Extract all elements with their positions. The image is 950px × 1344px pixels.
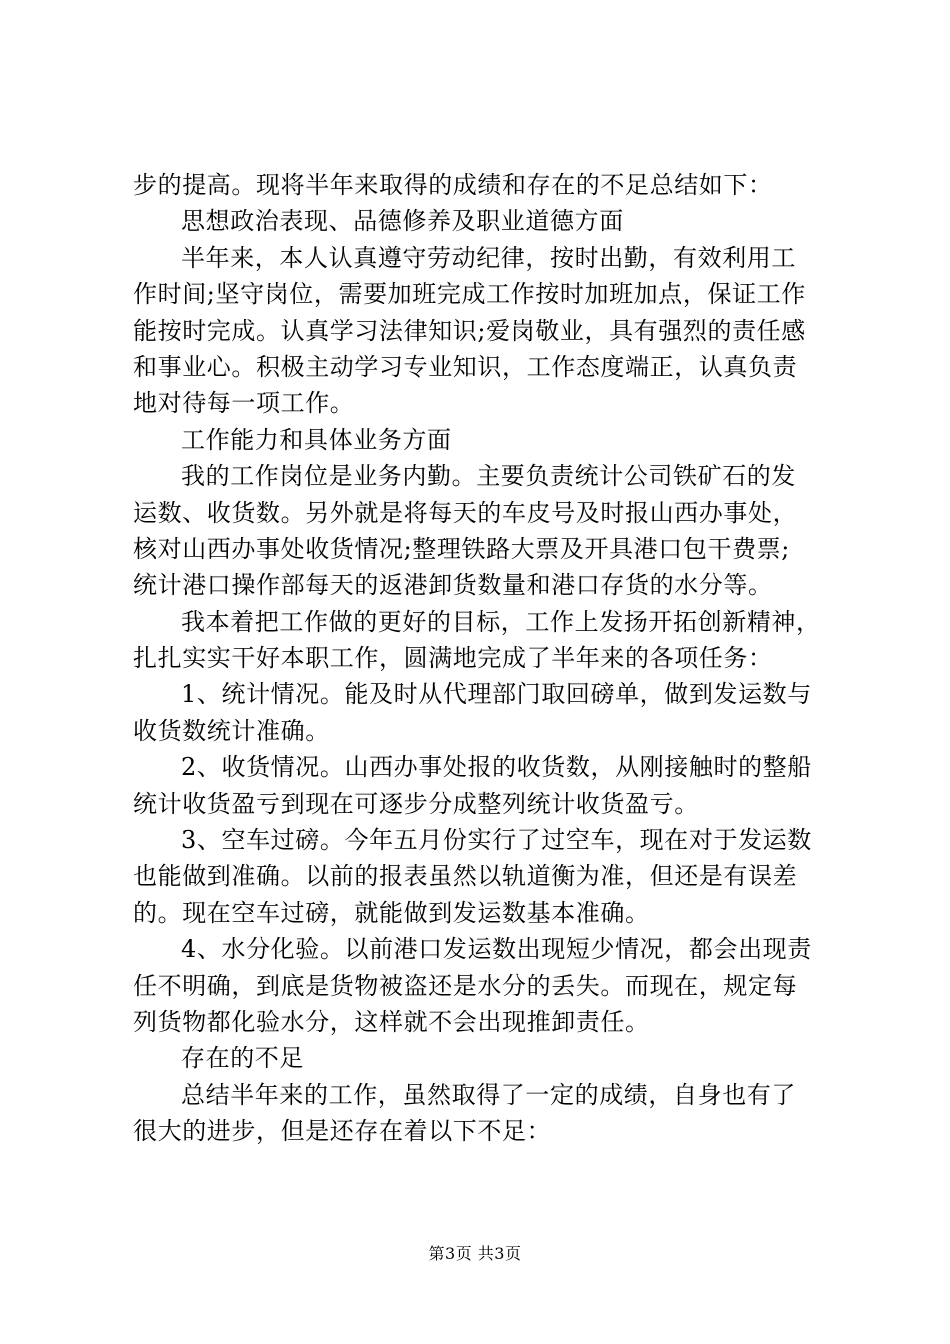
- body-line-5: 能按时完成。认真学习法律知识;爱岗敬业，具有强烈的责任感: [133, 316, 806, 345]
- body-line-7: 地对待每一项工作。: [133, 389, 355, 418]
- body-line-16: 收货数统计准确。: [133, 716, 330, 745]
- body-line-21: 的。现在空车过磅，就能做到发运数基本准确。: [133, 898, 650, 927]
- body-line-14: 扎扎实实干好本职工作，圆满地完成了半年来的各项任务：: [133, 644, 773, 673]
- body-line-23: 任不明确，到底是货物被盗还是水分的丢失。而现在，规定每: [133, 971, 798, 1000]
- body-line-12: 统计港口操作部每天的返港卸货数量和港口存货的水分等。: [133, 571, 773, 600]
- body-line-1: 步的提高。现将半年来取得的成绩和存在的不足总结如下：: [133, 171, 773, 199]
- body-line-20: 也能做到准确。以前的报表虽然以轨道衡为准，但还是有误差: [133, 862, 798, 891]
- body-line-11: 核对山西办事处收货情况;整理铁路大票及开具港口包干费票;: [133, 534, 790, 563]
- document-body: [133, 167, 833, 1150]
- body-line-9: 我的工作岗位是业务内勤。主要负责统计公司铁矿石的发: [181, 462, 796, 491]
- body-line-4: 作时间;坚守岗位，需要加班完成工作按时加班加点，保证工作: [133, 280, 806, 309]
- body-line-24: 列货物都化验水分，这样就不会出现推卸责任。: [133, 1007, 650, 1036]
- list-item-2: 2、收货情况。山西办事处报的收货数，从刚接触时的整船: [181, 753, 812, 782]
- list-item-4: 4、水分化验。以前港口发运数出现短少情况，都会出现责: [181, 935, 812, 964]
- body-line-13: 我本着把工作做的更好的目标，工作上发扬开拓创新精神，: [181, 607, 821, 636]
- section-heading-ability: 工作能力和具体业务方面: [181, 425, 452, 454]
- body-line-18: 统计收货盈亏到现在可逐步分成整列统计收货盈亏。: [133, 789, 699, 818]
- section-heading-ideology: 思想政治表现、品德修养及职业道德方面: [181, 207, 624, 236]
- section-heading-shortcomings: 存在的不足: [181, 1044, 304, 1073]
- page-number-label: 第3页 共3页: [428, 1244, 522, 1263]
- list-item-1: 1、统计情况。能及时从代理部门取回磅单，做到发运数与: [181, 680, 812, 709]
- body-line-26: 总结半年来的工作，虽然取得了一定的成绩，自身也有了: [181, 1080, 796, 1109]
- body-line-3: 半年来，本人认真遵守劳动纪律，按时出勤，有效利用工: [181, 243, 796, 272]
- body-line-27: 很大的进步，但是还存在着以下不足：: [133, 1117, 552, 1146]
- list-item-3: 3、空车过磅。今年五月份实行了过空车，现在对于发运数: [181, 826, 812, 855]
- page-footer: [0, 1244, 950, 1264]
- body-line-6: 和事业心。积极主动学习专业知识，工作态度端正，认真负责: [133, 352, 798, 381]
- body-line-10: 运数、收货数。另外就是将每天的车皮号及时报山西办事处，: [133, 498, 798, 527]
